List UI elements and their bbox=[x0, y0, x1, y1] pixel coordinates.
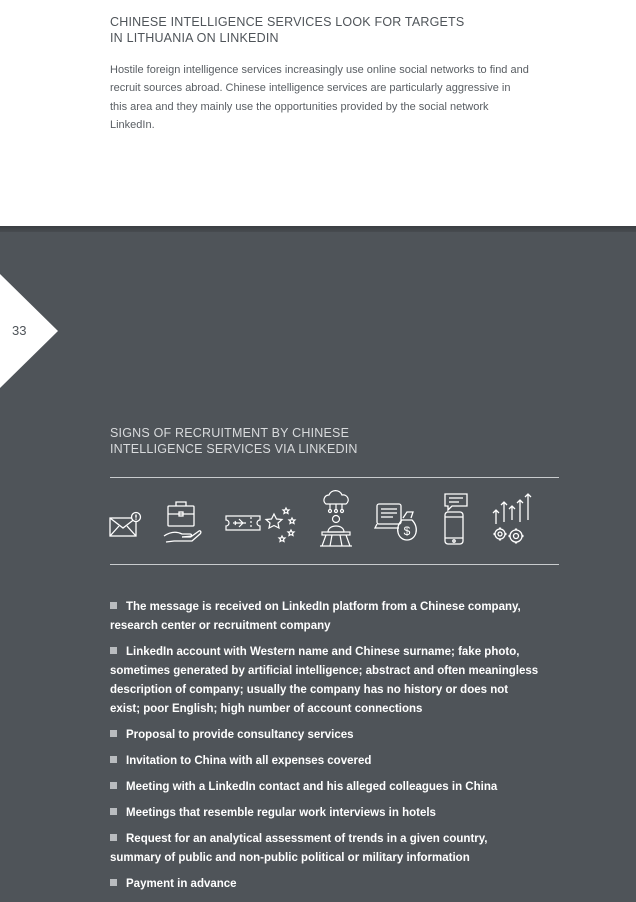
bullet-marker bbox=[110, 834, 117, 841]
section-title-line-2: INTELLIGENCE SERVICES VIA LINKEDIN bbox=[110, 442, 358, 456]
list-item-text: Payment in advance bbox=[126, 878, 237, 890]
list-item-text: Invitation to China with all expenses covered bbox=[126, 755, 372, 767]
documents-money-bag-icon bbox=[374, 498, 420, 544]
growth-arrows-gears-icon bbox=[490, 492, 536, 546]
list-item-text: Proposal to provide consultancy services bbox=[126, 729, 354, 741]
list-item bbox=[110, 752, 540, 771]
section-title bbox=[110, 425, 530, 457]
list-item bbox=[110, 726, 540, 745]
recruitment-signs-list bbox=[110, 598, 540, 901]
section-title-line-1: SIGNS OF RECRUITMENT BY CHINESE bbox=[110, 426, 350, 440]
intro-title bbox=[110, 14, 530, 46]
top-rule bbox=[110, 477, 559, 478]
list-item bbox=[110, 830, 540, 868]
svg-text:$: $ bbox=[403, 524, 411, 538]
bottom-rule bbox=[110, 564, 559, 565]
smartphone-chat-icon bbox=[440, 492, 470, 546]
list-item-text: Meeting with a LinkedIn contact and his alleged colleagues in China bbox=[126, 781, 498, 793]
list-item-text: LinkedIn account with Western name and Chinese surname; fake photo, sometimes generated by artificial intelligence; abstract and often meaningless description of company; usually the company has no history or does not exist; poor English; high number of account connections bbox=[110, 646, 539, 715]
bullet-marker bbox=[110, 879, 117, 886]
intro-paragraph: Hostile foreign intelligence services increasingly use online social networks to find and recruit sources abroad. Chinese intelligence services are particularly aggressive in this area and they mainly use the opportunities provided by the social network LinkedIn. bbox=[110, 64, 529, 131]
intro-title-line-2: IN LITHUANIA ON LINKEDIN bbox=[110, 31, 279, 45]
list-item-text: Meetings that resemble regular work interviews in hotels bbox=[126, 807, 436, 819]
envelope-notification-icon bbox=[108, 510, 144, 540]
bullet-marker bbox=[110, 602, 117, 609]
list-item bbox=[110, 804, 540, 823]
list-item-text: Request for an analytical assessment of trends in a given country, summary of public and non-public political or military information bbox=[110, 833, 488, 864]
list-item bbox=[110, 778, 540, 797]
list-item bbox=[110, 643, 540, 719]
page-number: 33 bbox=[12, 323, 27, 338]
list-item-text: The message is received on LinkedIn platform from a Chinese company, research center or recruitment company bbox=[110, 601, 521, 632]
plane-ticket-stars-icon bbox=[224, 502, 300, 544]
bullet-marker bbox=[110, 808, 117, 815]
list-item bbox=[110, 598, 540, 636]
bullet-marker bbox=[110, 730, 117, 737]
intro-section bbox=[0, 0, 636, 226]
cloud-network-person-icon bbox=[318, 490, 354, 548]
icon-row bbox=[108, 490, 548, 550]
bullet-marker bbox=[110, 756, 117, 763]
bullet-marker bbox=[110, 647, 117, 654]
intro-title-line-1: CHINESE INTELLIGENCE SERVICES LOOK FOR TARGETS bbox=[110, 15, 465, 29]
bullet-marker bbox=[110, 782, 117, 789]
list-item bbox=[110, 875, 540, 894]
briefcase-hand-icon bbox=[162, 498, 202, 544]
